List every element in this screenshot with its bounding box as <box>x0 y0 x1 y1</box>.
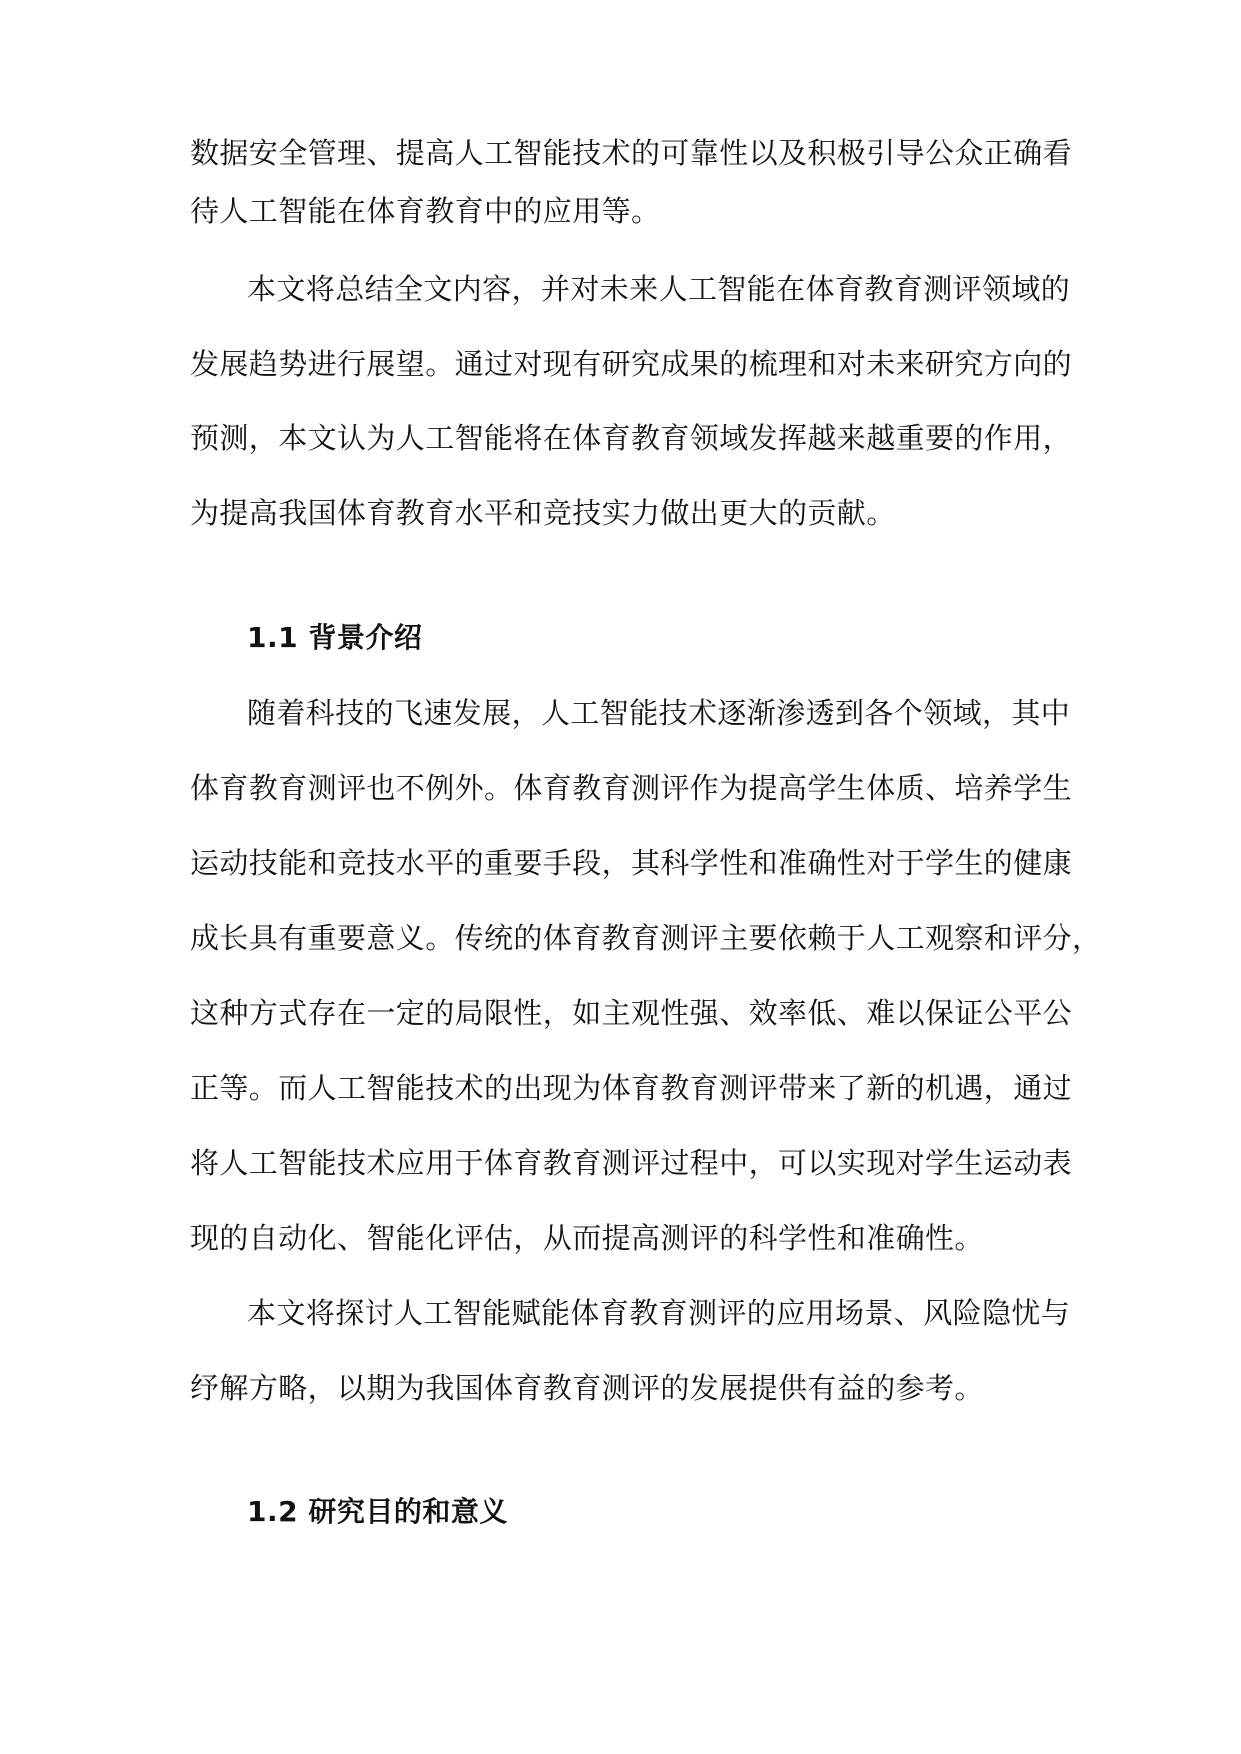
section-heading-1-2: 1.2 研究目的和意义 <box>247 1495 508 1528</box>
paragraph-line: 本文将探讨人工智能赋能体育教育测评的应用场景、风险隐忧与 <box>247 1296 1071 1330</box>
paragraph-line: 成长具有重要意义。传统的体育教育测评主要依赖于人工观察和评分， <box>190 921 1102 955</box>
paragraph-line: 这种方式存在一定的局限性，如主观性强、效率低、难以保证公平公 <box>190 996 1073 1030</box>
paragraph-line: 随着科技的飞速发展，人工智能技术逐渐渗透到各个领域，其中 <box>247 696 1071 730</box>
paragraph-line: 运动技能和竞技水平的重要手段，其科学性和准确性对于学生的健康 <box>190 846 1073 880</box>
paragraph-line: 数据安全管理、提高人工智能技术的可靠性以及积极引导公众正确看 <box>190 136 1073 170</box>
paragraph-line: 体育教育测评也不例外。体育教育测评作为提高学生体质、培养学生 <box>190 771 1073 805</box>
paragraph-line: 正等。而人工智能技术的出现为体育教育测评带来了新的机遇，通过 <box>190 1071 1073 1105</box>
paragraph-line: 为提高我国体育教育水平和竞技实力做出更大的贡献。 <box>190 496 896 530</box>
paragraph-line: 将人工智能技术应用于体育教育测评过程中，可以实现对学生运动表 <box>190 1146 1073 1180</box>
paragraph-line: 本文将总结全文内容，并对未来人工智能在体育教育测评领域的 <box>247 272 1071 306</box>
section-heading-1-1: 1.1 背景介绍 <box>247 621 423 654</box>
paragraph-line: 待人工智能在体育教育中的应用等。 <box>190 194 661 228</box>
paragraph-line: 预测，本文认为人工智能将在体育教育领域发挥越来越重要的作用， <box>190 421 1073 455</box>
paragraph-line: 发展趋势进行展望。通过对现有研究成果的梳理和对未来研究方向的 <box>190 347 1073 381</box>
paragraph-line: 现的自动化、智能化评估，从而提高测评的科学性和准确性。 <box>190 1221 984 1255</box>
paragraph-line: 纾解方略，以期为我国体育教育测评的发展提供有益的参考。 <box>190 1371 984 1405</box>
